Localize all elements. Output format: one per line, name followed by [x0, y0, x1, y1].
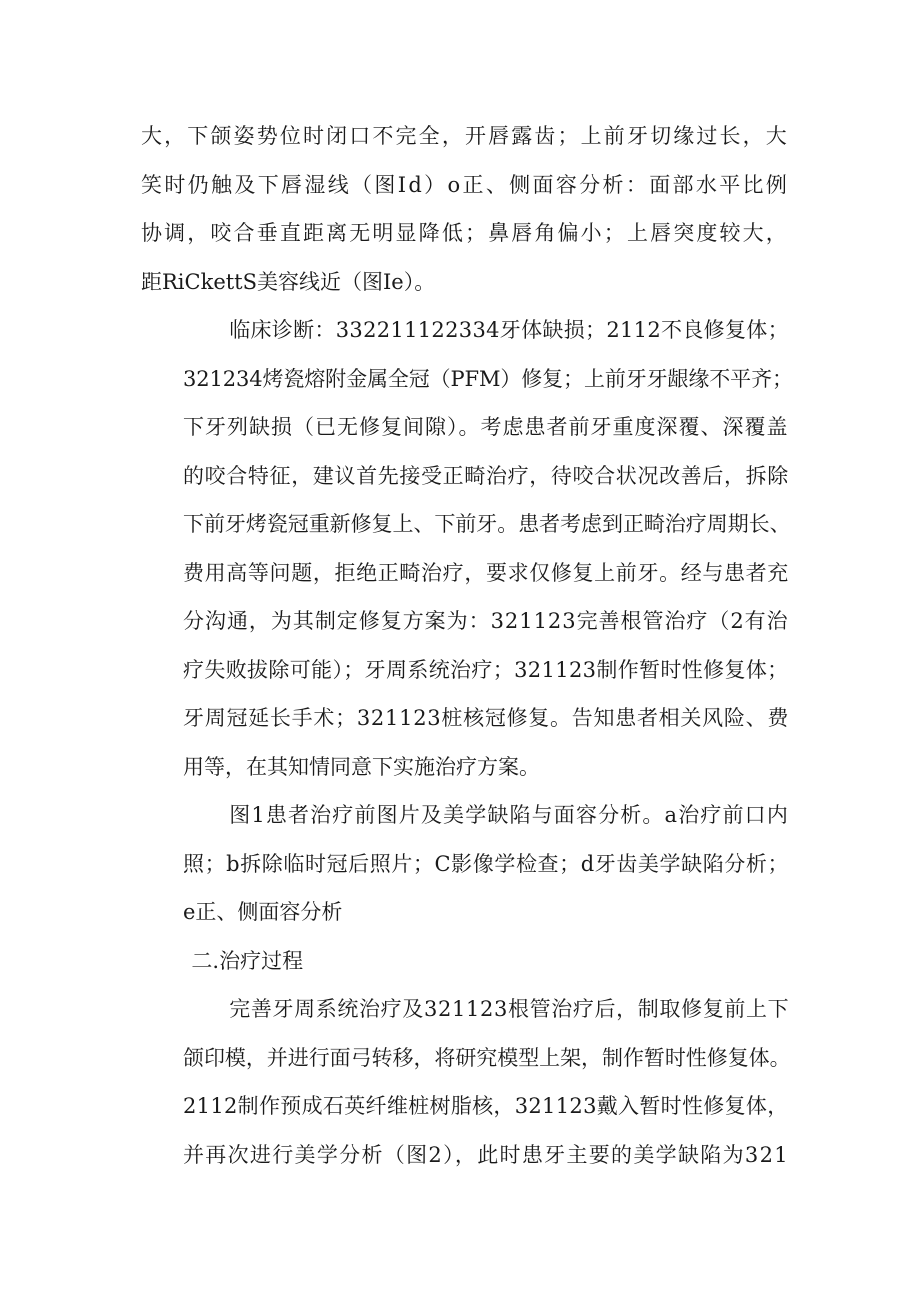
text-line: 笑时仍触及下唇湿线（图Id）o正、侧面容分析：面部水平比例 [141, 172, 790, 197]
text-line: 大，下颌姿势位时闭口不完全，开唇露齿；上前牙切缘过长，大 [141, 124, 789, 148]
text-line: 用等，在其知情同意下实施治疗方案。 [183, 754, 540, 779]
paragraph-clinical-exam [141, 112, 789, 306]
text-line: e正、侧面容分析 [183, 900, 343, 924]
text-line: 颌印模，并进行面弓转移，将研究模型上架，制作暂时性修复体。 [183, 1045, 791, 1070]
text-line: 的咬合特征，建议首先接受正畸治疗，待咬合状况改善后，拆除 [183, 463, 789, 488]
text-line: 距RiCkettS美容线近（图Ie）。 [141, 269, 436, 294]
text-line: 并再次进行美学分析（图2），此时患牙主要的美学缺陷为321 [183, 1142, 789, 1167]
text-line: 图1患者治疗前图片及美学缺陷与面容分析。a治疗前口内 [229, 803, 789, 827]
text-line: 临床诊断：332211122334牙体缺损；2112不良修复体； [229, 318, 789, 342]
text-line: 协调，咬合垂直距离无明显降低；鼻唇角偏小；上唇突度较大， [141, 221, 789, 245]
text-line: 牙周冠延长手术；321123桩核冠修复。告知患者相关风险、费 [183, 706, 790, 730]
paragraph-diagnosis [141, 306, 793, 791]
text-line: 321234烤瓷熔附金属全冠（PFM）修复；上前牙牙龈缘不平齐； [183, 366, 793, 391]
text-line: 费用高等问题，拒绝正畸治疗，要求仅修复上前牙。经与患者充 [183, 560, 789, 585]
text-line: 完善牙周系统治疗及321123根管治疗后，制取修复前上下 [229, 997, 790, 1021]
text-line: 下前牙烤瓷冠重新修复上、下前牙。患者考虑到正畸治疗周期长、 [183, 512, 791, 536]
section-heading: 二.治疗过程 [191, 948, 304, 973]
paragraph-figure-caption [141, 791, 789, 937]
document-body [141, 112, 793, 1179]
text-line: 疗失败拔除可能）；牙周系统治疗；321123制作暂时性修复体； [183, 657, 789, 682]
text-line: 分沟通，为其制定修复方案为：321123完善根管治疗（2有治 [183, 609, 789, 633]
text-line: 下牙列缺损（已无修复间隙）。考虑患者前牙重度深覆、深覆盖 [183, 415, 789, 439]
text-line: 照；b拆除临时冠后照片；C影像学检查；d牙齿美学缺陷分析； [183, 851, 790, 876]
text-line: 2112制作预成石英纤维桩树脂核，321123戴入暂时性修复体， [183, 1094, 789, 1118]
paragraph-treatment [141, 985, 789, 1179]
